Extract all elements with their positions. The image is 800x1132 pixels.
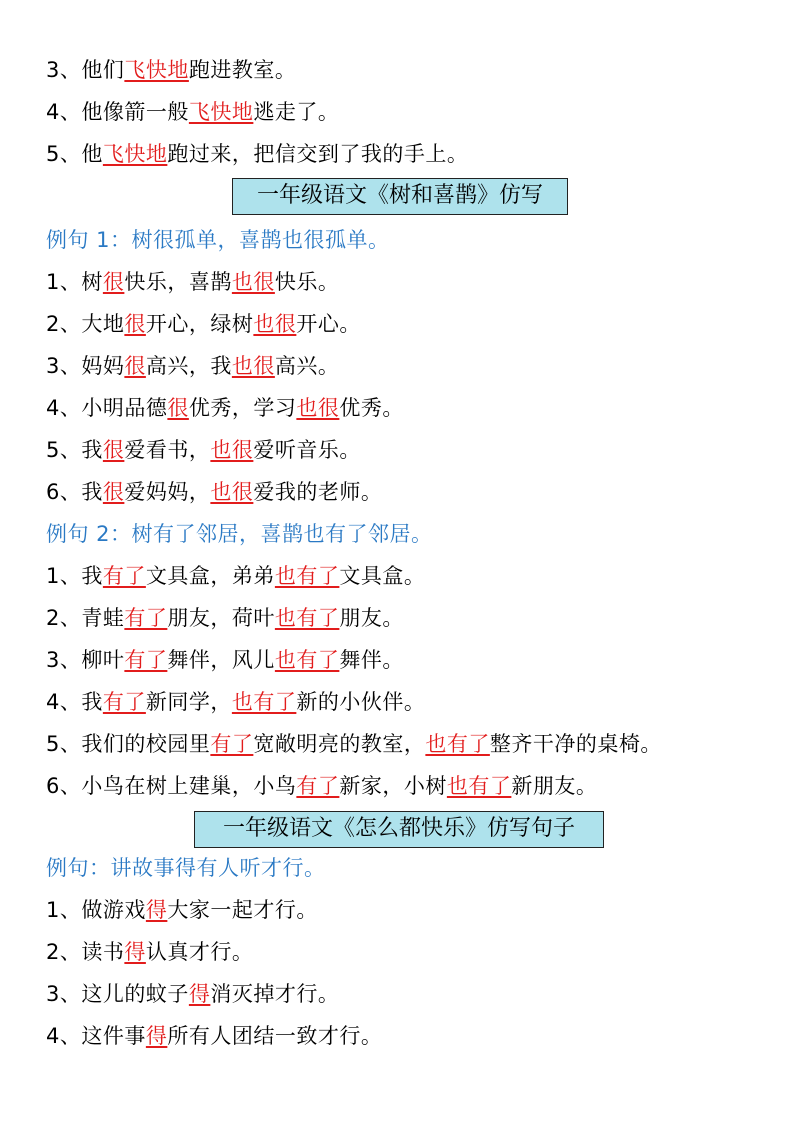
line-number: 4、 [46,100,82,124]
sentence-line [46,393,404,423]
highlight-word: 也有了 [274,606,340,630]
sentence-text: 认真才行。 [145,940,254,964]
highlight-word: 有了 [124,606,168,630]
sentence-text: 新朋友。 [511,774,598,798]
section-heading: 一年级语文《树和喜鹊》仿写 [232,178,568,215]
sentence-line [46,477,382,507]
sentence-text: 快乐。 [274,270,340,294]
line-number: 3、 [46,648,82,672]
line-number: 5、 [46,732,82,756]
line-number: 1、 [46,270,82,294]
line-number: 6、 [46,480,82,504]
line-number: 2、 [46,312,82,336]
sentence-text: 爱看书， [124,438,211,462]
sentence-text: 我 [81,438,103,462]
line-number: 1、 [46,564,82,588]
sentence-text: 青蛙 [81,606,125,630]
sentence-text: 所有人团结一致才行。 [167,1024,383,1048]
highlight-word: 飞快地 [188,100,254,124]
sentence-text: 我们的校园里 [81,732,211,756]
line-number: 3、 [46,58,82,82]
sentence-text: 小鸟在树上建巢，小鸟 [81,774,297,798]
highlight-word: 也很 [210,480,254,504]
highlight-word: 有了 [102,564,146,588]
line-number: 3、 [46,354,82,378]
sentence-line [46,435,361,465]
highlight-word: 也有了 [231,690,297,714]
line-number: 3、 [46,982,82,1006]
line-number: 5、 [46,438,82,462]
highlight-word: 也很 [210,438,254,462]
sentence-text: 他像箭一般 [81,100,189,124]
sentence-line [46,603,404,633]
highlight-word: 也很 [231,270,275,294]
sentence-line [46,771,597,801]
sentence-text: 爱听音乐。 [253,438,361,462]
sentence-text: 宽敞明亮的教室， [253,732,426,756]
sentence-text: 妈妈 [81,354,125,378]
sentence-text: 他 [81,142,103,166]
sentence-text: 新家，小树 [339,774,447,798]
highlight-word: 也很 [296,396,340,420]
sentence-text: 文具盒。 [339,564,426,588]
line-number: 2、 [46,940,82,964]
highlight-word: 很 [124,312,146,336]
example-sentence: 例句 2：树有了邻居，喜鹊也有了邻居。 [46,522,433,546]
highlight-word: 也有了 [425,732,490,756]
sentence-text: 朋友。 [339,606,404,630]
sentence-text: 新的小伙伴。 [296,690,426,714]
sentence-text: 新同学， [145,690,232,714]
sentence-text: 我 [81,690,103,714]
sentence-text: 爱我的老师。 [253,480,383,504]
highlight-word: 有了 [102,690,146,714]
sentence-text: 我 [81,564,103,588]
sentence-line [46,351,339,381]
highlight-word: 也有了 [274,648,340,672]
sentence-line [46,139,468,169]
sentence-line [46,937,253,967]
sentence-text: 这儿的蚊子 [81,982,189,1006]
sentence-text: 逃走了。 [253,100,340,124]
highlight-word: 很 [102,270,125,294]
sentence-text: 舞伴。 [339,648,404,672]
highlight-word: 很 [102,480,125,504]
highlight-word: 也很 [253,312,297,336]
sentence-text: 文具盒，弟弟 [145,564,275,588]
highlight-word: 也有了 [446,774,512,798]
sentence-text: 他们 [81,58,125,82]
sentence-text: 读书 [81,940,125,964]
sentence-text: 树 [81,270,103,294]
example-sentence: 例句：讲故事得有人听才行。 [46,856,326,880]
sentence-text: 柳叶 [81,648,125,672]
sentence-line [46,309,361,339]
sentence-text: 高兴。 [274,354,340,378]
sentence-text: 高兴，我 [145,354,232,378]
highlight-word: 飞快地 [102,142,168,166]
highlight-word: 很 [124,354,146,378]
sentence-text: 跑过来，把信交到了我的手上。 [167,142,469,166]
sentence-text: 舞伴，风儿 [167,648,275,672]
highlight-word: 有了 [124,648,168,672]
sentence-text: 这件事 [81,1024,146,1048]
sentence-line [46,1021,382,1051]
sentence-text: 跑进教室。 [188,58,297,82]
sentence-text: 朋友，荷叶 [167,606,275,630]
highlight-word: 飞快地 [124,58,189,82]
sentence-text: 小明品德 [81,396,168,420]
sentence-text: 大家一起才行。 [167,898,318,922]
sentence-text: 快乐，喜鹊 [124,270,232,294]
line-number: 4、 [46,690,82,714]
sentence-line [46,55,296,85]
sentence-line [46,561,425,591]
example-sentence: 例句 1：树很孤单，喜鹊也很孤单。 [46,228,390,252]
sentence-text: 我 [81,480,103,504]
highlight-word: 也有了 [274,564,340,588]
line-number: 6、 [46,774,82,798]
sentence-text: 开心。 [296,312,361,336]
highlight-word: 很 [167,396,189,420]
sentence-line [46,729,662,759]
highlight-word: 也很 [231,354,275,378]
sentence-line [46,97,339,127]
sentence-text: 优秀，学习 [188,396,297,420]
sentence-text: 整齐干净的桌椅。 [489,732,662,756]
section-heading: 一年级语文《怎么都快乐》仿写句子 [194,811,604,848]
sentence-text: 做游戏 [81,898,146,922]
highlight-word: 有了 [296,774,340,798]
sentence-text: 消灭掉才行。 [210,982,340,1006]
sentence-text: 开心，绿树 [145,312,254,336]
sentence-line [46,645,404,675]
sentence-line [46,979,339,1009]
line-number: 4、 [46,396,82,420]
line-number: 1、 [46,898,82,922]
highlight-word: 得 [145,1024,168,1048]
sentence-text: 爱妈妈， [124,480,211,504]
line-number: 2、 [46,606,82,630]
sentence-line [46,687,425,717]
line-number: 4、 [46,1024,82,1048]
sentence-line [46,895,318,925]
sentence-line [46,267,339,297]
highlight-word: 得 [124,940,146,964]
line-number: 5、 [46,142,82,166]
highlight-word: 很 [102,438,125,462]
highlight-word: 有了 [210,732,254,756]
sentence-text: 优秀。 [339,396,404,420]
highlight-word: 得 [145,898,168,922]
highlight-word: 得 [188,982,211,1006]
sentence-text: 大地 [81,312,125,336]
